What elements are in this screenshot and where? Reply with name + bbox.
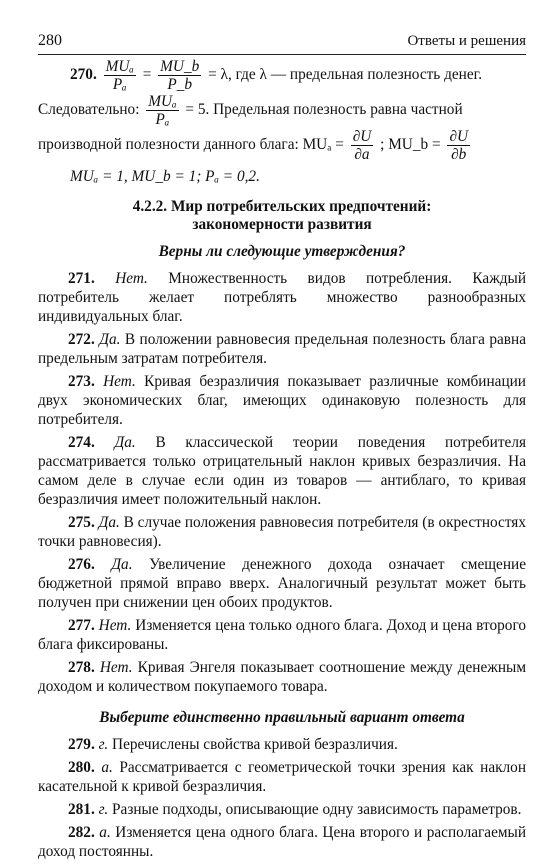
fraction-mua-pa <box>146 93 178 128</box>
formula-line-1 <box>38 58 526 93</box>
answer-number: 271. <box>68 270 95 287</box>
running-title: Ответы и решения <box>407 33 526 49</box>
answer-option: г. <box>98 736 109 753</box>
answer-text: Рассматривается с геометрической точки зрения как наклон касательной к кривой безразличия. <box>38 759 527 795</box>
answer-text: В случае положения равновесия потребителя (в окрестностях точки равновесия). <box>38 514 526 550</box>
section-title-line-2: закономерности развития <box>192 216 372 233</box>
fraction-numerator: MUₐ <box>105 58 134 75</box>
answer-item <box>38 658 526 696</box>
answer-item <box>38 735 526 754</box>
answer-text: В положении равновесия предельная полезность блага равна предельным затратам потребителя. <box>38 331 526 367</box>
answer-option: г. <box>98 801 109 818</box>
answer-item <box>38 269 526 326</box>
answer-number: 275. <box>68 514 95 531</box>
answer-verdict: Да. <box>98 514 120 531</box>
fraction-du-db <box>447 128 470 163</box>
section-subtitle: Верны ли следующие утверждения? <box>158 243 406 260</box>
answer-verdict: Нет. <box>103 373 136 390</box>
answer-item <box>38 800 526 819</box>
answer-verdict: Нет. <box>115 270 148 287</box>
answer-text: Изменяется цена только одного блага. Доход и цена второго блага фиксированы. <box>38 617 526 653</box>
answer-item <box>38 555 526 612</box>
answer-text: Кривая Энгеля показывает соотношение между денежным доходом и количеством покупаемого товара. <box>38 659 526 695</box>
fraction-denominator: Pₐ <box>112 76 127 93</box>
section-title-line-1: 4.2.2. Мир потребительских предпочтений: <box>132 198 432 215</box>
answer-text: Изменяется цена одного блага. Цена второго и располагаемый доход постоянны. <box>38 824 527 860</box>
formula-text: производной полезности данного блага: MUₐ = <box>38 136 344 154</box>
answer-item <box>38 616 526 654</box>
answer-text: Разные подходы, описывающие одну зависимость параметров. <box>112 801 522 818</box>
fraction-numerator: MU_b <box>160 58 200 75</box>
answer-verdict: Да. <box>111 556 133 573</box>
item-number-270: 270. <box>70 66 97 84</box>
formula-text: = 5. Предельная полезность равна частной <box>185 101 463 119</box>
fraction-denominator: P_b <box>167 76 193 93</box>
answer-verdict: Да. <box>114 434 136 451</box>
answer-number: 281. <box>68 801 95 818</box>
answer-option: а. <box>101 759 113 776</box>
answer-text: В классической теории поведения потребителя рассматривается только отрицательный наклон кривых безразличия. На самом деле в случае если один из товаров — антиблаго, то кривая безразличия имеет положительный наклон. <box>38 434 526 508</box>
answer-number: 276. <box>68 556 95 573</box>
answer-item <box>38 758 526 796</box>
fraction-numerator: ∂U <box>352 128 372 145</box>
answer-text: Перечислены свойства кривой безразличия. <box>112 736 398 753</box>
answer-text: Множественность видов потребления. Каждый потребитель желает потреблять множество разнообразных индивидуальных благ. <box>38 270 527 325</box>
formula-text: ; MU_b = <box>380 136 441 154</box>
equals-sign: = <box>142 66 152 84</box>
answer-verdict: Нет. <box>98 617 132 634</box>
answer-number: 279. <box>68 736 95 753</box>
section-title <box>38 198 526 234</box>
formula-line-2 <box>38 93 526 128</box>
answer-number: 278. <box>68 659 95 676</box>
fraction-mub-pb <box>158 58 201 93</box>
answer-text: Увеличение денежного дохода означает смещение бюджетной прямой вправо вверх. Аналогичный результат может быть получен при снижении цен обоих продуктов. <box>38 556 527 611</box>
page-content <box>38 58 526 865</box>
answer-item <box>38 330 526 368</box>
answer-number: 273. <box>68 373 95 390</box>
formula-text: Следовательно: <box>38 101 140 119</box>
answer-number: 280. <box>68 759 95 776</box>
formula-text: = λ, где λ — предельная полезность денег. <box>208 66 483 84</box>
answer-number: 277. <box>68 617 95 634</box>
page-header <box>38 28 526 50</box>
answer-option: а. <box>99 824 111 841</box>
header-rule <box>38 54 526 55</box>
fraction-denominator: ∂a <box>354 146 370 163</box>
fraction-numerator: MUₐ <box>148 93 177 110</box>
answer-number: 272. <box>68 331 95 348</box>
section-subtitle-choice: Выберите единственно правильный вариант ответа <box>99 709 465 726</box>
fraction-du-da <box>351 128 374 163</box>
answer-item <box>38 433 526 509</box>
answer-item <box>38 823 526 861</box>
fraction-denominator: Pₐ <box>155 111 170 128</box>
formula-line-4: MUₐ = 1, MU_b = 1; Pₐ = 0,2. <box>70 168 260 185</box>
answer-verdict: Да. <box>99 331 121 348</box>
fraction-mua-pa <box>104 58 136 93</box>
answer-number: 282. <box>68 824 95 841</box>
answer-number: 274. <box>68 434 95 451</box>
answer-verdict: Нет. <box>99 659 133 676</box>
formula-line-3 <box>38 128 526 163</box>
answer-text: Кривая безразличия показывает различные комбинации двух экономических благ, имеющих одинаковую полезность для потребителя. <box>38 373 526 428</box>
choice-answers-list <box>38 735 526 861</box>
answers-list <box>38 269 526 696</box>
fraction-numerator: ∂U <box>449 128 469 145</box>
fraction-denominator: ∂b <box>451 146 467 163</box>
answer-item <box>38 372 526 429</box>
page-number: 280 <box>38 32 62 49</box>
answer-item <box>38 513 526 551</box>
